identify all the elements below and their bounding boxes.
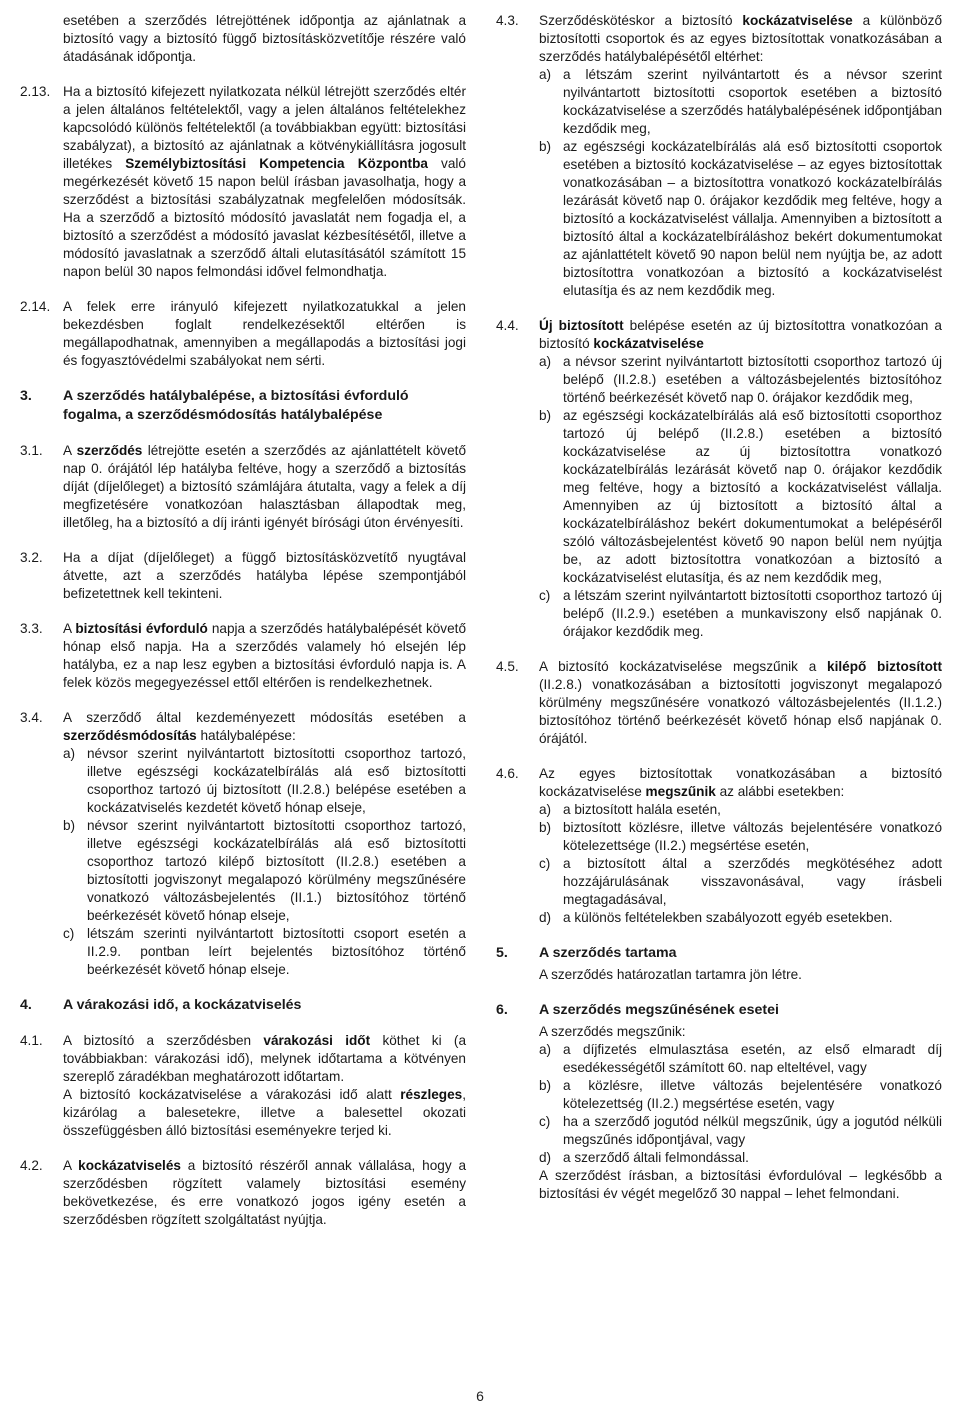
item-list xyxy=(63,745,466,979)
list-marker: b) xyxy=(63,818,76,833)
bold-term: Személybiztosítási Kompetencia Központba xyxy=(125,156,428,171)
text-run: való megérkezését követő 15 napon belül írásban javasolhatja, hogy a szerződést a biztosítási szabályzatnak megfelelően módosítsák. Ha a szerződő a biztosító módosító javaslatát nem fogadja el, a biztosító a szerződést a módosító javaslat kézbesítésétől, illetve a módosító javaslatnak a szerződő általi elutasításától számított 15 napon belül 30 napos felmondási idővel felmondhatja. xyxy=(63,156,466,279)
list-item xyxy=(539,1077,942,1113)
bold-term: kilépő biztosított xyxy=(827,659,942,674)
item-list xyxy=(539,801,942,927)
list-item xyxy=(539,1149,942,1167)
list-marker: a) xyxy=(63,746,76,761)
list-item xyxy=(63,745,466,817)
list-item xyxy=(539,1041,942,1077)
text-run: hatálybalépése: xyxy=(196,728,296,743)
bold-term: Új biztosított xyxy=(539,318,624,333)
paragraph-2-13 xyxy=(20,83,466,281)
paragraph-text: Ha a díjat (díjelőleget) a függő biztosításközvetítő nyugtával átvette, azt a szerződés hatályba lépése szempontjából befizetettnek kell tekinteni. xyxy=(63,550,466,601)
section-number: 2.14. xyxy=(20,299,51,314)
list-item-text: a biztosított által a szerződés megkötéséhez adott hozzájárulásának visszavonásával, vagy írásbeli megtagadásával, xyxy=(563,856,942,907)
list-item xyxy=(63,925,466,979)
list-marker: d) xyxy=(539,910,552,925)
bold-term: kockázatviselése xyxy=(593,336,704,351)
list-item xyxy=(539,407,942,587)
text-run: belépése esetén az új biztosítottra vonatkozóan a biztosító xyxy=(539,318,942,351)
paragraph-text xyxy=(63,709,466,745)
list-marker: a) xyxy=(539,1042,552,1057)
list-item-text: a közlésre, illetve változás bejelentésére vonatkozó kötelezettség (II.2.) megsértése esetén, vagy xyxy=(563,1078,942,1111)
section-heading-4 xyxy=(20,996,466,1015)
paragraph-4-1 xyxy=(20,1032,466,1140)
text-run: Szerződéskötéskor a biztosító xyxy=(539,13,743,28)
list-item-text: a szerződő általi felmondással. xyxy=(563,1150,749,1165)
list-item xyxy=(539,909,942,927)
list-marker: a) xyxy=(539,67,552,82)
list-marker: c) xyxy=(539,588,551,603)
paragraph-text xyxy=(539,765,942,801)
paragraph-2-14 xyxy=(20,298,466,370)
list-marker: c) xyxy=(539,1114,551,1129)
list-marker: a) xyxy=(539,802,552,817)
section-number: 4.2. xyxy=(20,1158,43,1173)
section-number: 2.13. xyxy=(20,84,51,99)
paragraph-text xyxy=(539,317,942,353)
right-column xyxy=(496,12,942,1220)
bold-term: kockázatviselése xyxy=(742,13,853,28)
text-run: A biztosító kockázatviselése a várakozási idő alatt xyxy=(63,1087,401,1102)
list-item-text: névsor szerint nyilvántartott biztosítotti csoporthoz tartozó, illetve egészségi kockázatelbírálás alá eső biztosítotti csoporthoz tartozó új biztosított (II.2.8.) belépése esetében a kockázatviselés kezdetét követő hónap elseje, xyxy=(87,746,466,815)
list-marker: b) xyxy=(539,1078,552,1093)
paragraph-2-12-continuation xyxy=(20,12,466,66)
list-item-text: biztosított közlésre, illetve változás bejelentésére vonatkozó kötelezettsége (II.2.) megsértése esetén, xyxy=(563,820,942,853)
bold-term: kockázatviselés xyxy=(78,1158,181,1173)
section-number: 3.1. xyxy=(20,443,43,458)
text-run: Az egyes biztosítottak vonatkozásában a biztosító kockázatviselése xyxy=(539,766,942,799)
list-marker: b) xyxy=(539,408,552,423)
list-marker: b) xyxy=(539,139,552,154)
paragraph-3-3 xyxy=(20,620,466,692)
paragraph-text: A felek erre irányuló kifejezett nyilatkozatukkal a jelen bekezdésben foglalt rendelkezésektől eltérően is megállapodhatnak, amennyiben a megállapodás a biztosítási jogi és fogyasztóvédelmi szabályokat nem sérti. xyxy=(63,299,466,368)
list-marker: c) xyxy=(539,856,551,871)
list-item-text: létszám szerinti nyilvántartott biztosítotti csoport esetén a II.2.9. pontban leírt bejelentés biztosítóhoz történő beérkezését követő hónap elseje. xyxy=(87,926,466,977)
text-run: A biztosító kockázatviselése megszűnik a xyxy=(539,659,828,674)
list-item-text: az egészségi kockázatelbírálás alá eső biztosítotti csoporthoz tartozó új belépő (II.2.8.) esetében a biztosító kockázatviselése az új biztosítottra vonatkozó kockázatelbírálás lezárását követő nap 0. órájakor kezdődik meg feltéve, hogy a biztosító a kockázatviselést vállalja. Amennyiben az új biztosított a biztosító által a kockázatelbíráláshoz bekért dokumentumokat a belépéséről szóló változásbejelentést követő 90 napon belül nem nyújtja be, az adott biztosítottra vonatkozóan a biztosító a kockázatviselést elutasítja, és az nem kezdődik meg, xyxy=(563,408,942,585)
bold-term: várakozási időt xyxy=(263,1033,371,1048)
paragraph-text xyxy=(539,12,942,66)
list-item xyxy=(539,819,942,855)
item-list xyxy=(539,66,942,300)
bold-term: szerződésmódosítás xyxy=(63,728,197,743)
list-item-text: a biztosított halála esetén, xyxy=(563,802,721,817)
section-number: 4. xyxy=(20,997,32,1013)
bold-term: szerződés xyxy=(76,443,143,458)
section-number: 3.2. xyxy=(20,550,43,565)
bold-term: megszűnik xyxy=(645,784,716,799)
list-item xyxy=(539,587,942,641)
section-number: 3.4. xyxy=(20,710,43,725)
list-item xyxy=(539,353,942,407)
paragraph-text xyxy=(63,1032,466,1086)
list-item-text: a névsor szerint nyilvántartott biztosítotti csoporthoz tartozó új belépő (II.2.8.) esetében a változásbejelentés biztosítóhoz történő beérkezését követő nap 0. órájakor kezdődik meg, xyxy=(563,354,942,405)
text-run: Ha a biztosító kifejezett nyilatkozata nélkül létrejött szerződés eltér a jelen általános feltételektől, vagy a jelen általános feltételekhez kapcsolódó különös feltételektől (a továbbiakban együtt: biztosítási szabályzat), a biztosító az ajánlatnak a kötvénykiállításra jogosult illetékes xyxy=(63,84,466,171)
list-item-text: a díjfizetés elmulasztása esetén, az első elmaradt díj esedékességétől számított 60. nap elteltével, vagy xyxy=(563,1042,942,1075)
list-marker: d) xyxy=(539,1150,552,1165)
paragraph-4-4 xyxy=(496,317,942,641)
paragraph-4-5 xyxy=(496,658,942,748)
list-item xyxy=(63,817,466,925)
heading-text: A szerződés hatálybalépése, a biztosítási évforduló fogalma, a szerződésmódosítás hatálybalépése xyxy=(63,388,409,423)
section-number: 4.5. xyxy=(496,659,519,674)
item-list xyxy=(539,353,942,641)
text-run: A xyxy=(63,443,77,458)
list-item xyxy=(539,66,942,138)
paragraph-4-6 xyxy=(496,765,942,927)
section-heading-6 xyxy=(496,1001,942,1020)
paragraph-text: esetében a szerződés létrejöttének időpontja az ajánlatnak a biztosító vagy a biztosító függő biztosításközvetítője részére való átadásának időpontja. xyxy=(63,13,466,64)
bold-term: biztosítási évforduló xyxy=(75,621,208,636)
list-marker: a) xyxy=(539,354,552,369)
paragraph-3-4 xyxy=(20,709,466,979)
paragraph-4-3 xyxy=(496,12,942,300)
section-number: 4.1. xyxy=(20,1033,43,1048)
list-item xyxy=(539,801,942,819)
paragraph-text: A szerződés megszűnik: xyxy=(539,1024,686,1039)
heading-text: A szerződés tartama xyxy=(539,945,677,961)
item-list xyxy=(539,1041,942,1167)
paragraph-4-2 xyxy=(20,1157,466,1229)
paragraph-text xyxy=(63,83,466,281)
list-marker: c) xyxy=(63,926,75,941)
section-number: 6. xyxy=(496,1002,508,1018)
section-number: 3. xyxy=(20,388,32,404)
text-run: , kizárólag a balesetekre, illetve a balesettel okozati összefüggésben álló biztosítási eseményekre terjed ki. xyxy=(63,1087,466,1138)
paragraph-text xyxy=(63,442,466,532)
heading-text: A várakozási idő, a kockázatviselés xyxy=(63,997,302,1013)
text-run: létrejötte esetén a szerződés az ajánlattételt követő nap 0. órájától lép hatályba feltéve, hogy a szerződő a biztosítás díját (díjelőleget) a biztosító számlájára átutalta, vagy a felek a díj megfizetésére vonatkozóan halasztásban állapodtak meg, illetőleg, ha a biztosító a díj iránti igényét bírósági úton érvényesíti. xyxy=(63,443,467,530)
text-run: A szerződő által kezdeményezett módosítás esetében a xyxy=(63,710,466,725)
text-run: (II.2.8.) vonatkozásában a biztosítotti jogviszonyt megalapozó körülmény megszűnésére vonatkozó változásbejelentés (II.1.2.) biztosítóhoz történő beérkezését követő hónap első napjának 0. órájától. xyxy=(539,677,942,746)
list-item xyxy=(539,1113,942,1149)
paragraph-3-2 xyxy=(20,549,466,603)
text-run: az alábbi esetekben: xyxy=(715,784,845,799)
list-marker: b) xyxy=(539,820,552,835)
text-run: A xyxy=(63,621,76,636)
paragraph-text xyxy=(63,620,466,692)
section-heading-5 xyxy=(496,944,942,963)
paragraph-6 xyxy=(496,1023,942,1203)
paragraph-5 xyxy=(496,966,942,984)
section-number: 3.3. xyxy=(20,621,43,636)
section-number: 4.6. xyxy=(496,766,519,781)
bold-term: részleges xyxy=(400,1087,463,1102)
list-item-text: a létszám szerint nyilvántartott biztosítotti csoporthoz tartozó új belépő (II.2.9.) esetében a munkaviszony első napjának 0. órájakor kezdődik meg. xyxy=(563,588,942,639)
list-item xyxy=(539,138,942,300)
paragraph-3-1 xyxy=(20,442,466,532)
text-run: A biztosító a szerződésben xyxy=(63,1033,264,1048)
list-item xyxy=(539,855,942,909)
page-number: 6 xyxy=(476,1388,484,1404)
list-item-text: a különös feltételekben szabályozott egyéb esetekben. xyxy=(563,910,893,925)
text-run: a biztosító részéről annak vállalása, hogy a szerződésben rögzített valamely biztosítási esemény bekövetkezése, és erre vonatkozó jogos igény esetén a szerződésben rögzített szolgáltatást nyújtja. xyxy=(63,1158,467,1227)
paragraph-text xyxy=(539,658,942,748)
section-number: 4.4. xyxy=(496,318,519,333)
paragraph-text: A szerződést írásban, a biztosítási évfordulóval – legkésőbb a biztosítási év végét megelőző 30 nappal – lehet felmondani. xyxy=(539,1168,942,1201)
section-heading-3 xyxy=(20,387,466,425)
list-item-text: az egészségi kockázatelbírálás alá eső biztosítotti csoportok esetében a biztosító kockázatviselése – az egyes biztosítottak vonatkozásában – a biztosítottra vonatkozó kockázatelbírálás lezárását követő nap 0. órájakor kezdődik meg feltéve, hogy a biztosító a kockázatviselést vállalja. Amennyiben a biztosított a biztosító által a kockázatelbíráláshoz bekért dokumentumokat az ajánlattételt követő 90 napon belül nem nyújtja be, az adott biztosítottra vonatkozóan a biztosító a kockázatviselést elutasítja és az nem kezdődik meg. xyxy=(563,139,942,298)
list-item-text: névsor szerint nyilvántartott biztosítotti csoporthoz tartozó, illetve egészségi kockázatelbírálás alá eső biztosítotti csoporthoz tartozó kilépő biztosított (II.2.8.) esetében a biztosítotti jogviszonyt megalapozó körülmény megszűnésére vonatkozó változásbejelentés (II.1.) biztosítóhoz történő beérkezését követő hónap elseje, xyxy=(87,818,466,923)
left-column xyxy=(20,12,466,1246)
section-number: 5. xyxy=(496,945,508,961)
paragraph-text: A szerződés határozatlan tartamra jön létre. xyxy=(539,967,802,982)
text-run: A xyxy=(63,1158,79,1173)
list-item-text: a létszám szerint nyilvántartott és a névsor szerint nyilvántartott biztosítotti csoportok esetében a biztosító kockázatviselése a szerződés hatálybalépésének időpontjában kezdődik meg, xyxy=(563,67,942,136)
section-number: 4.3. xyxy=(496,13,519,28)
list-item-text: ha a szerződő jogutód nélkül megszűnik, úgy a jogutód nélküli megszűnés időpontjával, vagy xyxy=(563,1114,942,1147)
text-run: napja a szerződés hatálybalépését követő hónap első napja. Ha a szerződés valamely hó elsején lép hatályba, ez a nap lesz egyben a biztosítási évforduló napja is. A felek közös megegyezéssel ettől eltérően is rendelkezhetnek. xyxy=(63,621,466,690)
text-run: köthet ki (a továbbiakban: várakozási idő), melynek időtartama a kötvényen szereplő záradékban meghatározott időtartam. xyxy=(63,1033,467,1084)
paragraph-text xyxy=(63,1157,466,1229)
paragraph-text xyxy=(63,1086,466,1140)
heading-text: A szerződés megszűnésének esetei xyxy=(539,1002,779,1018)
text-run: a különböző biztosítotti csoportok és az egyes biztosítottak vonatkozásában a szerződés hatálybalépésétől eltérhet: xyxy=(539,13,942,64)
